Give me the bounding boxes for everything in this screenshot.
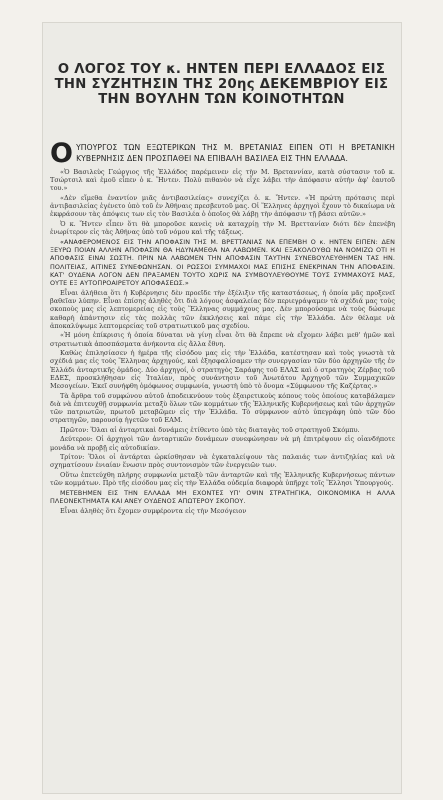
drop-cap: Ο	[50, 138, 74, 169]
article-paragraph: «ΑΝΑΦΕΡΟΜΕΝΟΣ ΕΙΣ ΤΗΝ ΑΠΟΦΑΣΙΝ ΤΗΣ Μ. ΒΡΕΤΤΑΝΙΑΣ ΝΑ ΕΠΕΜΒΗ Ο κ. ΗΝΤΕΝ ΕΙΠΕΝ: ΔΕΝ ΞΕΥΡΩ ΠΟΙΑΝ ΑΛΛΗΝ ΑΠΟΦΑΣΙΝ ΘΑ ΗΔΥΝΑΜΕΘΑ ΝΑ ΛΑΒΩΜΕΝ. ΚΑΙ ΕΞΑΚΟΛΟΥΘΩ ΝΑ ΝΟΜΙΖΩ ΟΤΙ Η ΑΠΟΦΑΣΙΣ ΕΙΝΑΙ ΣΩΣΤΗ. ΠΡΙΝ ΝΑ ΛΑΒΩΜΕΝ ΤΗΝ ΑΠΟΦΑΣΙΝ ΤΑΥΤΗΝ ΣΥΝΕΒΟΥΛΕΥΘΗΜΕΝ ΤΑΣ ΗΝ. ΠΟΛΙΤΕΙΑΣ, ΑΙΤΙΝΕΣ ΣΥΝΕΦΩΝΗΣΑΝ. ΟΙ ΡΩΣΣΟΙ ΣΥΜΜΑΧΟΙ ΜΑΣ ΕΠΙΣΗΣ ΕΝΕΚΡΙΝΑΝ ΤΗΝ ΑΠΟΦΑΣΙΝ. ΚΑΤ' ΟΥΔΕΝΑ ΛΟΓΟΝ ΔΕΝ ΠΡΑΞΑΜΕΝ ΤΟΥΤΟ ΧΩΡΙΣ ΝΑ ΣΥΜΒΟΥΛΕΥΘΟΥΜΕ ΤΟΥΣ ΣΥΜΜΑΧΟΥΣ ΜΑΣ, ΟΥΤΕ ΕΞ ΑΥΤΟΠΡΟΑΙΡΕΤΟΥ ΑΠΟΦΑΣΕΩΣ.»	[50, 237, 395, 288]
lead-text: ΥΠΟΥΡΓΟΣ ΤΩΝ ΕΞΩΤΕΡΙΚΩΝ ΤΗΣ Μ. ΒΡΕΤΑΝΙΑΣ ΕΙΠΕΝ ΟΤΙ Η ΒΡΕΤΑΝΙΚΗ ΚΥΒΕΡΝΗΣΙΣ ΔΕΝ ΠΡΟΣΠΑΘΕΙ ΝΑ ΕΠΙΒΑΛΗ ΒΑΣΙΛΕΑ ΕΙΣ ΤΗΝ ΕΛΛΑΔΑ.	[76, 143, 395, 163]
article-paragraph: Πρῶτον: Ὅλαι αἱ ἀνταρτικαὶ δυνάμεις ἐτίθεντο ὑπὸ τὰς διαταγὰς τοῦ στρατηγοῦ Σκόμπυ.	[60, 425, 360, 434]
article-paragraph: Καθὼς ἐπιλησίασεν ἡ ἡμέρα τῆς εἰσόδου μας εἰς τὴν Ἑλλάδα, κατέστησαν καὶ τοὺς γνωστὰ τὰ σχέδιά μας εἰς τοὺς Ἕλληνας ἀρχηγούς, καὶ ἐξησφαλίσαμεν τὴν συνεργασίαν τῶν δύο ἀρχηγῶν τῆς ἐν Ἑλλάδι ἀνταρτικῆς ὁμάδος. Δύο ἀρχηγοί, ὁ στρατηγὸς Σαράφης τοῦ ΕΛΑΣ καὶ ὁ στρατηγὸς Ζέρβας τοῦ ΕΔΕΣ, προσκλήθησαν εἰς Ἰταλίαν, πρὸς συνάντησιν τοῦ Ἀνωτάτου Ἀρχηγοῦ τῶν Συμμαχικῶν Μεσογείων. Ἐκεῖ συνήφθη ὁμόφωνος συμφωνία, γνωστὴ ὑπὸ τὸ ὄνομα «Σύμφωνον τῆς Καζέρτας.»	[50, 349, 395, 390]
article-paragraph: Δεύτερον: Οἱ ἀρχηγοὶ τῶν ἀνταρτικῶν δυνάμεων συνεφώνησαν νὰ μὴ ἐπιτρέψουν εἰς οἱανδήποτε μονάδα νὰ προβῇ εἰς αὐτοδικίαν.	[50, 435, 395, 452]
article-paragraph: «Ὁ Βασιλεὺς Γεώργιος τῆς Ἑλλάδος παρέμεινεν εἰς τὴν Μ. Βρεταννίαν, κατὰ σύστασιν τοῦ κ. Τσώρτσιλ καὶ ἐμοῦ εἶπεν ὁ κ. Ἤντεν. Πολὺ πιθανὸν νὰ εἶχε λάβει τὴν ἀπόφασιν αὐτὴν ἀφ' ἑαυτοῦ του.»	[50, 168, 395, 193]
article-paragraph: «Ἡ μόνη ἐπίκρισις ἡ ὁποία δύναται νὰ γίνῃ εἶναι ὅτι θὰ ἔπρεπε νὰ εἴχομεν λάβει μεθ' ἡμῶν καὶ στρατιωτικὰ ἀποσπάσματα ἀνήκοντα εἰς ἄλλα ἔθνη.	[50, 331, 395, 348]
article-paragraph: Εἶναι ἀληθὲς ὅτι ἔχομεν συμφέροντα εἰς τὴν Μεσόγειον	[60, 506, 247, 515]
article-paragraph: «Δὲν εἴμεθα ἐναντίον μιᾶς ἀντιβασιλείας» συνεχίζει ὁ. κ. Ἤντεν. «Ἡ πρώτη πρότασις περὶ ἀντιβασιλείας ἐγένετο ὑπὸ τοῦ ἐν Ἀθήναις πρεσβευτοῦ μας. Οἱ Ἕλληνες ἀρχηγοὶ ἔχουν τὸ δικαίωμα νὰ ἐκφράσουν τὰς ἀπόψεις των εἰς τὸν Βασιλέα ὁ ὁποῖος θὰ λάβῃ τὴν ἀπόφασιν τῇ βάσει αὐτῶν.»	[50, 194, 395, 219]
article-lead	[50, 138, 395, 169]
article-heading: Ο ΛΟΓΟΣ ΤΟΥ κ. ΗΝΤΕΝ ΠΕΡΙ ΕΛΛΑΔΟΣ ΕΙΣ ΤΗΝ ΣΥΖΗΤΗΣΙΝ ΤΗΣ 20ης ΔΕΚΕΜΒΡΙΟΥ ΕΙΣ ΤΗΝ ΒΟΥΛΗΝ ΤΩΝ ΚΟΙΝΟΤΗΤΩΝ	[54, 62, 389, 107]
article-paragraph: Εἶναι ἀλήθεια ὅτι ἡ Κυβέρνησις δὲν προεῖδε τὴν ἐξέλιξιν τῆς καταστάσεως, ἡ ὁποία μᾶς προξενεῖ βαθεῖαν λύπην. Εἶναι ἐπίσης ἀληθὲς ὅτι διὰ λόγους ἀσφαλείας δὲν περιεγράψαμεν τὰ σχέδιά μας τοὺς σκοποὺς μας εἰς λεπτομερείας εἰς τοὺς Ἕλληνας συμμάχους μας. Δὲν μπορούσαμε νὰ τοὺς δώσωμε καθαρὴ ἀπάντησιν εἰς τὰς πολλὰς τῶν ἐκκλήσεις καὶ πάμε εἰς τὴν Ἑλλάδα. Δὲν θέλαμε νὰ ἀποκαλύψωμε λεπτομερείας τοῦ στρατιωτικοῦ μας σχεδίου.	[50, 288, 395, 330]
article-paragraph: Ὁ κ. Ἤντεν εἶπεν ὅτι θὰ μποροῦσε κανεὶς νὰ καταχρίῃ τὴν Μ. Βρεττανίαν διότι δὲν ἐπενέβη ἐνωρίτερον εἰς τὰς Ἀθήνας ὑπὸ τοῦ νόμου καὶ τῆς τάξεως.	[50, 220, 395, 237]
article-body	[50, 168, 395, 516]
article-paragraph: Τρίτον: Ὅλοι οἱ ἀντάρται ὡρκίσθησαν νὰ ἐγκαταλείψουν τὰς παλαιάς των ἀντιζηλίας καὶ νὰ σχηματίσουν ἑνιαίαν ἕνωσιν πρὸς συντονισμὸν τῶν ἐνεργειῶν των.	[50, 453, 395, 470]
article-paragraph: Οὕτω ἐπετεύχθη πλήρης συμφωνία μεταξὺ τῶν ἀνταρτῶν καὶ τῆς Ἑλληνικῆς Κυβερνήσεως πάντων τῶν κομμάτων. Πρὸ τῆς εἰσόδου μας εἰς τὴν Ἑλλάδα οὐδεμία διαφορὰ ὑπῆρχε τοῖς Ἕλλησι Ὑπουργούς.	[50, 470, 395, 488]
article-paragraph: Τὰ ἄρθρα τοῦ συμφώνου αὐτοῦ ἀποδεικνύουν τοὺς ἐξαιρετικοὺς κόπους τοὺς ὁποίους καταβάλαμεν διὰ νὰ ἐπιτευχθῇ συμφωνία μεταξὺ ὅλων τῶν κομμάτων τῆς Ἑλληνικῆς Κυβερνήσεως καὶ τῶν ἀρχηγῶν τῶν πατριωτῶν, πρωτοῦ μεταβῶμεν εἰς τὴν Ἑλλάδα. Τὸ σύμφωνον αὐτὸ ὑπεγράφη ὑπὸ τῶν δύο στρατηγῶν, παρουσίᾳ ἡγετῶν τοῦ ΕΑΜ.	[50, 391, 395, 425]
article-paragraph: ΜΕΤΕΒΗΜΕΝ ΕΙΣ ΤΗΝ ΕΛΛΑΔΑ ΜΗ ΕΧΟΝΤΕΣ ΥΠ' ΟΨΙΝ ΣΤΡΑΤΗΓΙΚΑ, ΟΙΚΟΝΟΜΙΚΑ Η ΑΛΛΑ ΠΛΕΟΝΕΚΤΗΜΑΤΑ ΚΑΙ ΑΝΕΥ ΟΥΔΕΝΟΣ ΑΠΩΤΕΡΟΥ ΣΚΟΠΟΥ.	[50, 488, 395, 506]
